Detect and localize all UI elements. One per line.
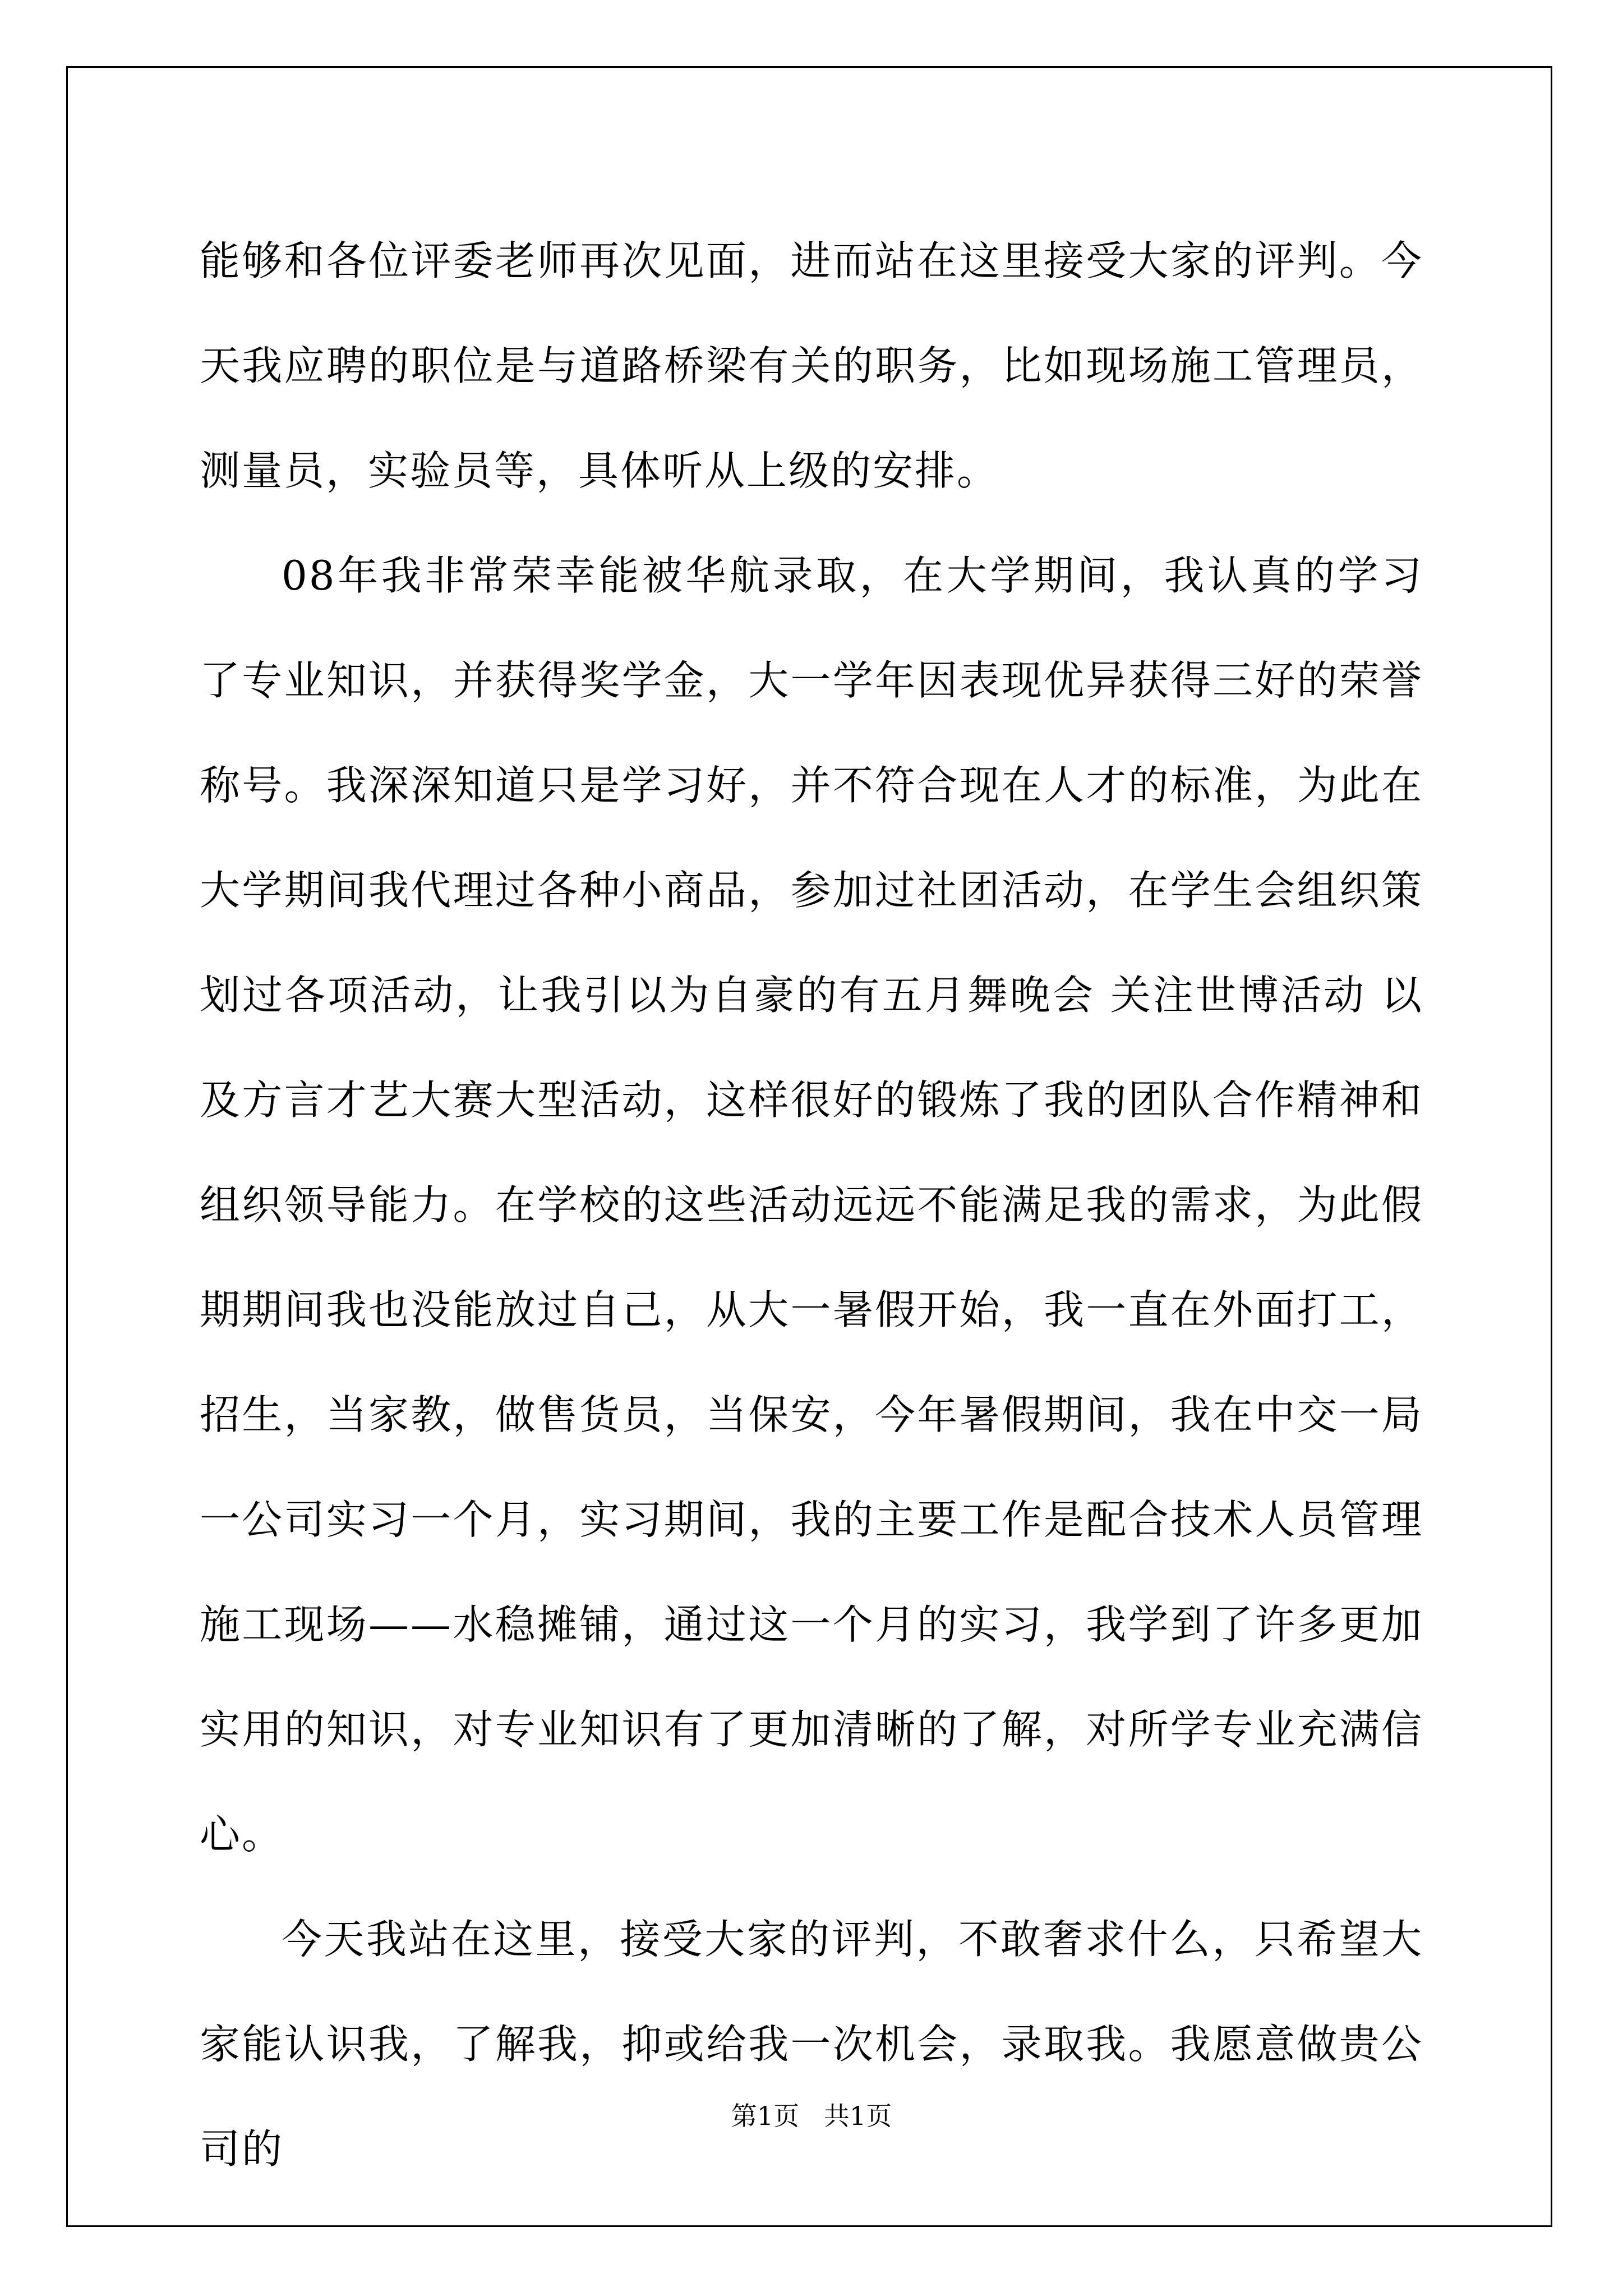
paragraph-1: 能够和各位评委老师再次见面，进而站在这里接受大家的评判。今天我应聘的职位是与道路桥梁有关的职务，比如现场施工管理员，测量员，实验员等，具体听从上级的安排。 [200, 237, 1423, 494]
page-footer: 第1页 共1页 [731, 2101, 892, 2131]
paragraph-2: 08年我非常荣幸能被华航录取，在大学期间，我认真的学习了专业知识，并获得奖学金，大一学年因表现优异获得三好的荣誉称号。我深深知道只是学习好，并不符合现在人才的标准，为此在大学期间我代理过各种小商品，参加过社团活动，在学生会组织策划过各项活动，让我引以为自豪的有五月舞晚会 关注世博活动 以及方言才艺大赛大型活动，这样很好的锻炼了我的团队合作精神和组织领导能力。在学校的这些活动远远不能满足我的需求，为此假期期间我也没能放过自己，从大一暑假开始，我一直在外面打工，招生，当家教，做售货员，当保安，今年暑假期间，我在中交一局一公司实习一个月，实习期间，我的主要工作是配合技术人员管理施工现场——水稳摊铺，通过这一个月的实习，我学到了许多更加实用的知识，对专业知识有了更加清晰的了解，对所学专业充满信心。 [200, 552, 1423, 1858]
document-body [200, 209, 1423, 2202]
paragraph-3: 今天我站在这里，接受大家的评判，不敢奢求什么，只希望大家能认识我，了解我，抑或给我一次机会，录取我。我愿意做贵公司的 [200, 1916, 1423, 2173]
